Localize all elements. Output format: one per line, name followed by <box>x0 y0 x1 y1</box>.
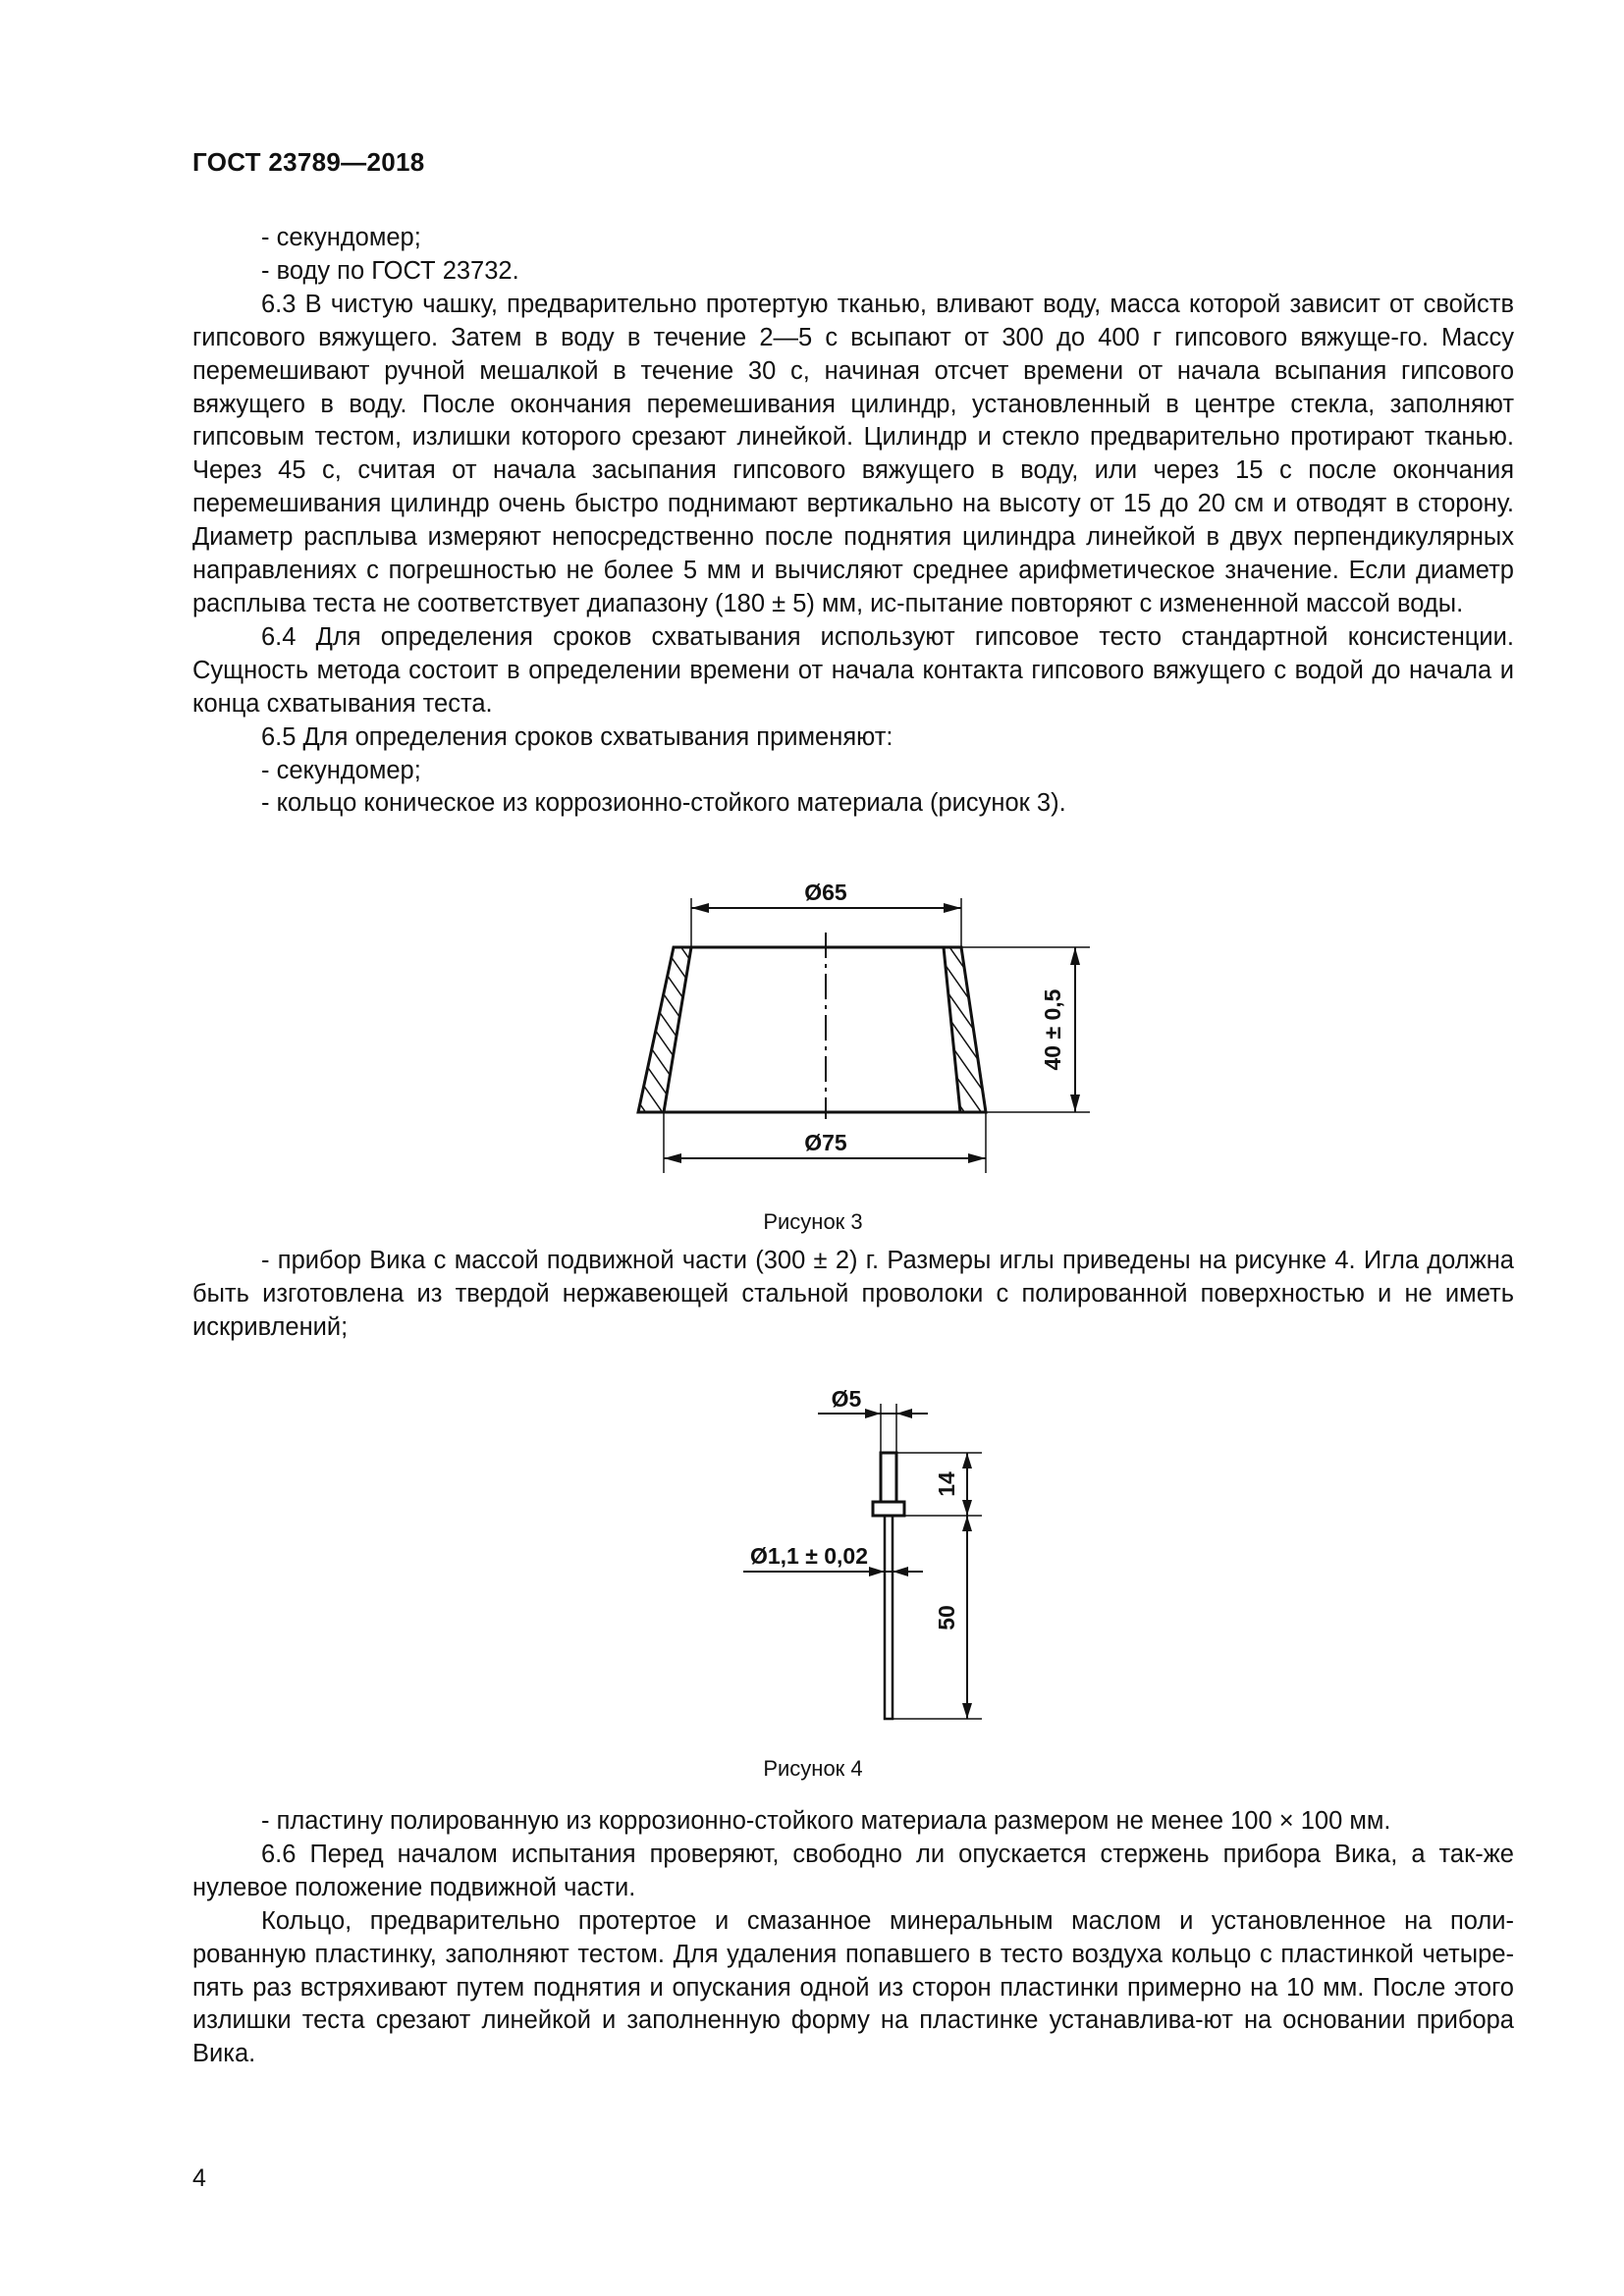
list-item: - кольцо коническое из коррозионно-стойкого материала (рисунок 3). <box>261 789 1066 818</box>
paragraph-6-4: 6.4 Для определения сроков схватывания используют гипсовое тесто стандартной консистенции. Сущность метода состоит в определении времени от начала контакта гипсового вяжущего с водой до начала и конца схватывания теста. <box>192 622 1514 718</box>
list-item: - секундомер; <box>261 756 421 784</box>
paragraph-6-3: 6.3 В чистую чашку, предварительно протертую тканью, вливают воду, масса которой зависит от свойств гипсового вяжущего. Затем в воду в течение 2—5 с всыпают от 300 до 400 г гипсового вяжуще-го. Массу перемешивают ручной мешалкой в течение 30 с, начиная отсчет времени от начала всыпания гипсового вяжущего в воду. После окончания перемешивания цилиндр, установленный в центре стекла, заполняют гипсовым тестом, излишки которого срезают линейкой. Цилиндр и стекло предварительно протирают тканью. Через 45 с, считая от начала засыпания гипсового вяжущего в воду, или через 15 с после окончания перемешивания цилиндр очень быстро поднимают вертикально на высоту от 15 до 20 см и отводят в сторону. Диаметр расплыва измеряют непосредственно после поднятия цилиндра линейкой в двух перпендикулярных направлениях с погрешностью не более 5 мм и вычисляют среднее арифметическое значение. Если диаметр расплыва теста не соответствует диапазону (180 ± 5) мм, ис-пытание повторяют с измененной массой воды. <box>192 290 1514 617</box>
paragraph-6-5: 6.5 Для определения сроков схватывания применяют: <box>261 722 893 751</box>
dimension-needle-length: 50 <box>934 1605 959 1630</box>
dimension-rod-diameter: Ø5 <box>831 1386 862 1412</box>
dimension-needle-diameter: Ø1,1 ± 0,02 <box>749 1543 869 1569</box>
dimension-upper-length: 14 <box>934 1471 959 1497</box>
needle-collar <box>873 1502 904 1516</box>
dimension-height: 40 ± 0,5 <box>1040 988 1065 1071</box>
text-block-bottom <box>192 1805 1514 2071</box>
figure-3-caption: Рисунок 3 <box>763 1209 863 1234</box>
page-number: 4 <box>192 2164 206 2192</box>
dimension-top-diameter: Ø65 <box>804 880 847 905</box>
dimension-bottom-diameter: Ø75 <box>804 1130 847 1155</box>
list-item: - прибор Вика с массой подвижной части (300 ± 2) г. Размеры иглы приведены на рисунке 4. Игла должна быть изготовлена из твердой нержавеющей стальной проволоки с полированной поверхностью и не иметь искривлений; <box>192 1247 1514 1341</box>
document-header: ГОСТ 23789—2018 <box>192 147 425 177</box>
needle-rod <box>881 1453 896 1502</box>
list-item: - секундомер; <box>261 224 421 251</box>
needle-body <box>885 1516 893 1719</box>
figure-4-caption: Рисунок 4 <box>763 1756 863 1781</box>
paragraph: Кольцо, предварительно протертое и смазанное минеральным маслом и установленное на поли-рованную пластинку, заполняют тестом. Для удаления попавшего в тесто воздуха кольцо с пластинкой четыре-пять раз встряхивают путем поднятия и опускания одной из сторон пластинки примерно на 10 мм. После этого излишки теста срезают линейкой и заполненную форму на пластинке устанавлива-ют на основании прибора Вика. <box>192 1906 1514 2068</box>
list-item: - пластину полированную из коррозионно-стойкого материала размером не менее 100 × 100 мм. <box>261 1807 1391 1835</box>
paragraph-6-6: 6.6 Перед началом испытания проверяют, свободно ли опускается стержень прибора Вика, а так-же нулевое положение подвижной части. <box>192 1840 1514 1901</box>
list-item: - воду по ГОСТ 23732. <box>261 256 519 285</box>
